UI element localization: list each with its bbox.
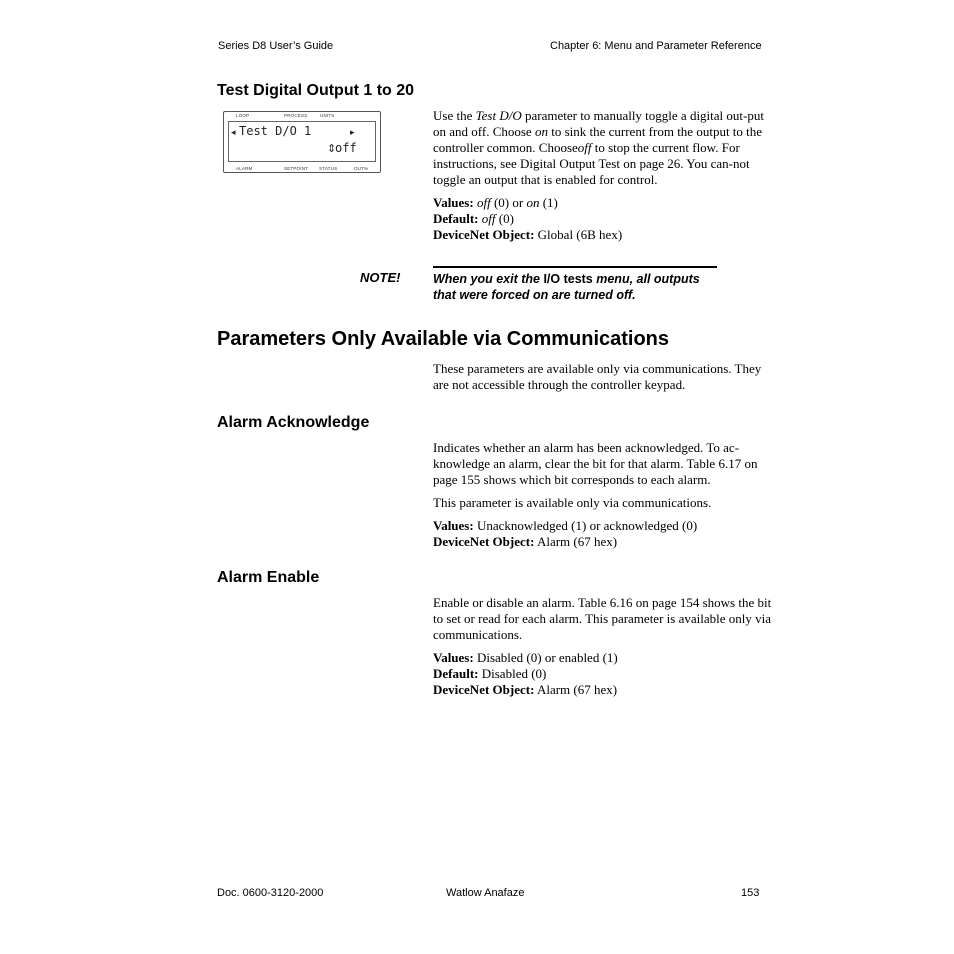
section-title-comm-parameters: Parameters Only Available via Communications [217,328,670,350]
lcd-label-loop: LOOP [236,113,250,118]
section-body-alarm-acknowledge [433,440,773,550]
lcd-label-setpoint: SETPOINT [284,166,309,171]
lcd-display [223,111,381,173]
header-doc-title: Series D8 User’s Guide [218,40,334,52]
alarm-ack-availability: This parameter is available only via communications. [433,495,712,510]
right-arrow-icon: ▸ [350,127,355,137]
header-chapter-title: Chapter 6: Menu and Parameter Reference [550,40,762,52]
section-body-test-digital-output [433,108,773,243]
section-body-alarm-enable [433,595,773,698]
section-title-alarm-acknowledge: Alarm Acknowledge [217,414,370,431]
alarm-enable-devicenet-line: DeviceNet Object: Alarm (67 hex) [433,682,618,697]
intro-paragraph: These parameters are available only via communications. They are not accessible through the controller keypad. [433,361,762,392]
lcd-line-1: Test D/O 1 [239,124,312,138]
note-rule [433,266,717,268]
left-arrow-icon: ◂ [231,127,236,137]
note-label: NOTE! [360,270,401,285]
section-title-test-digital-output: Test Digital Output 1 to 20 [217,82,415,99]
lcd-label-status: STATUS [319,166,338,171]
alarm-enable-default-line: Default: Disabled (0) [433,666,547,681]
alarm-enable-description: Enable or disable an alarm. Table 6.16 on page 154 shows the bit to set or read for each alarm. This parameter is available only via communications. [433,595,772,642]
lcd-line-2: off [335,141,357,155]
footer-doc-number: Doc. 0600-3120-2000 [217,887,324,899]
footer-page-number: 153 [741,887,760,899]
alarm-ack-devicenet-line: DeviceNet Object: Alarm (67 hex) [433,534,618,549]
lcd-screen [228,121,376,162]
section-intro-comm-parameters [433,361,773,400]
alarm-ack-description: Indicates whether an alarm has been acknowledged. To ac-knowledge an alarm, clear the bit for that alarm. Table 6.17 on page 155 shows which bit corresponds to each alarm. [433,440,758,487]
lcd-label-alarm: ALARM [236,166,253,171]
default-line: Default: off (0) [433,211,514,226]
lcd-label-out: OUT% [354,166,369,171]
alarm-enable-values-line: Values: Disabled (0) or enabled (1) [433,650,618,665]
devicenet-line: DeviceNet Object: Global (6B hex) [433,227,623,242]
section-title-alarm-enable: Alarm Enable [217,569,320,586]
note-text: When you exit the I/O tests menu, all outputs that were forced on are turned off. [433,272,700,302]
lcd-label-units: UNITS [320,113,335,118]
footer-company: Watlow Anafaze [446,887,525,899]
description-paragraph: Use the Test D/O parameter to manually toggle a digital out-put on and off. Choose on to sink the current from the output to the controller common. Chooseoff to stop the current flow. For instructions, see Digital Output Test on page 26. You can-not toggle an output that is enabled for control. [433,108,764,187]
lcd-label-process: PROCESS [284,113,308,118]
values-line: Values: off (0) or on (1) [433,195,558,210]
up-down-arrow-icon: ⇕ [327,142,337,155]
alarm-ack-values-line: Values: Unacknowledged (1) or acknowledged (0) [433,518,698,533]
